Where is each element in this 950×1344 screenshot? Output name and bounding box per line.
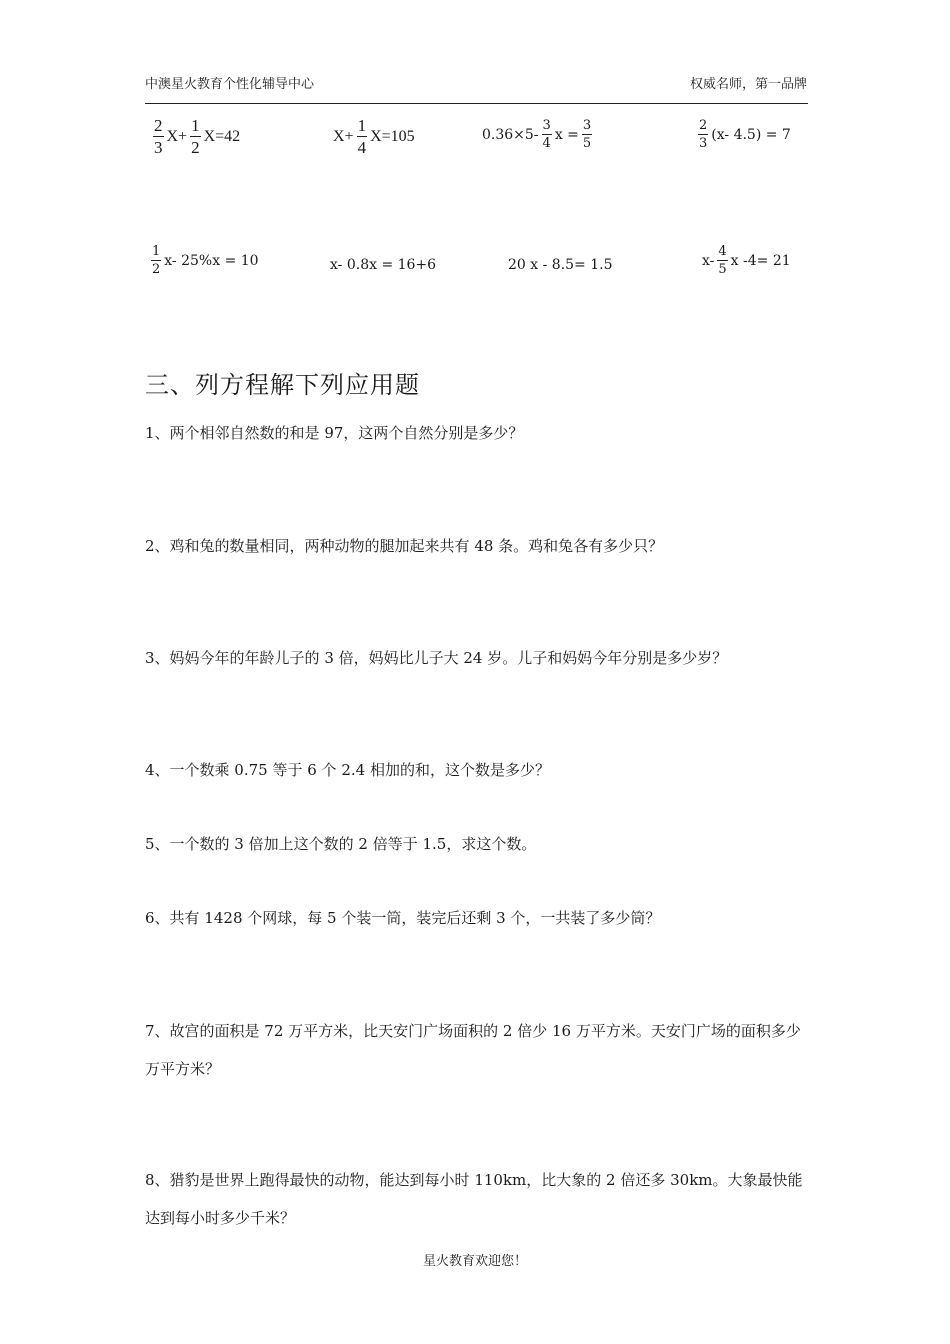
equation-text: X=42 bbox=[203, 127, 241, 145]
denominator: 4 bbox=[542, 136, 551, 151]
equation bbox=[148, 245, 259, 276]
fraction bbox=[357, 117, 368, 156]
section-title: 三、列方程解下列应用题 bbox=[145, 371, 420, 399]
numerator: 1 bbox=[357, 116, 367, 135]
equation-text: X=105 bbox=[370, 127, 415, 145]
footer-text: 星火教育欢迎您！ bbox=[422, 1254, 527, 1269]
equation bbox=[482, 119, 595, 150]
fraction bbox=[542, 119, 552, 150]
numerator: 4 bbox=[718, 244, 727, 259]
header-divider bbox=[145, 103, 808, 104]
question-7: 7、故宫的面积是 72 万平方米，比天安门广场面积的 2 倍少 16 万平方米。天安门广场的面积多少万平方米？ bbox=[145, 1022, 801, 1078]
fraction bbox=[698, 119, 708, 150]
equation-text: x = bbox=[554, 126, 579, 143]
equation bbox=[702, 245, 791, 276]
numerator: 2 bbox=[699, 118, 708, 133]
header-left-text: 中澳星火教育个性化辅导中心 bbox=[145, 77, 315, 92]
numerator: 1 bbox=[152, 244, 161, 259]
equation-text: 0.36×5- bbox=[482, 126, 539, 143]
equation-text: x- bbox=[702, 252, 715, 269]
fraction bbox=[717, 245, 727, 276]
equation-text: x -4= 21 bbox=[730, 252, 791, 269]
question-3: 3、妈妈今年的年龄儿子的 3 倍，妈妈比儿子大 24 岁。儿子和妈妈今年分别是多少岁？ bbox=[145, 649, 728, 667]
fraction bbox=[153, 117, 164, 156]
question-8: 8、猎豹是世界上跑得最快的动物，能达到每小时 110km，比大象的 2 倍还多 30km。大象最快能达到每小时多少千米？ bbox=[145, 1171, 803, 1227]
question-2: 2、鸡和兔的数量相同，两种动物的腿加起来共有 48 条。鸡和兔各有多少只？ bbox=[145, 537, 664, 555]
fraction bbox=[151, 245, 161, 276]
equation bbox=[508, 257, 613, 273]
question-6: 6、共有 1428 个网球，每 5 个装一筒，装完后还剩 3 个，一共装了多少筒？ bbox=[145, 909, 661, 927]
question-1: 1、两个相邻自然数的和是 97，这两个自然分别是多少？ bbox=[145, 424, 524, 442]
equation-text: (x- 4.5) = 7 bbox=[711, 126, 791, 143]
equation bbox=[333, 117, 415, 156]
question-4: 4、一个数乘 0.75 等于 6 个 2.4 相加的和，这个数是多少？ bbox=[145, 761, 550, 779]
denominator: 3 bbox=[699, 136, 708, 151]
header-right-text: 权威名师，第一品牌 bbox=[689, 77, 807, 92]
fraction bbox=[190, 117, 201, 156]
denominator: 2 bbox=[191, 138, 200, 157]
equation-text: X+ bbox=[166, 127, 188, 145]
equation-text: X+ bbox=[333, 127, 354, 145]
numerator: 1 bbox=[191, 116, 200, 135]
equation-text: x- 25%x = 10 bbox=[164, 252, 259, 269]
denominator: 5 bbox=[718, 262, 727, 277]
equation-text: x- 0.8x = 16+6 bbox=[330, 257, 437, 273]
numerator: 3 bbox=[582, 118, 592, 133]
equation bbox=[695, 119, 791, 150]
numerator: 2 bbox=[154, 116, 163, 135]
equation-text: 20 x - 8.5= 1.5 bbox=[508, 257, 613, 273]
denominator: 3 bbox=[154, 138, 163, 157]
numerator: 3 bbox=[542, 118, 551, 133]
denominator: 5 bbox=[582, 136, 592, 151]
fraction bbox=[582, 119, 592, 150]
equation bbox=[330, 257, 436, 273]
denominator: 4 bbox=[357, 138, 367, 157]
equation bbox=[150, 117, 240, 156]
denominator: 2 bbox=[152, 262, 161, 277]
question-5: 5、一个数的 3 倍加上这个数的 2 倍等于 1.5，求这个数。 bbox=[145, 835, 537, 853]
